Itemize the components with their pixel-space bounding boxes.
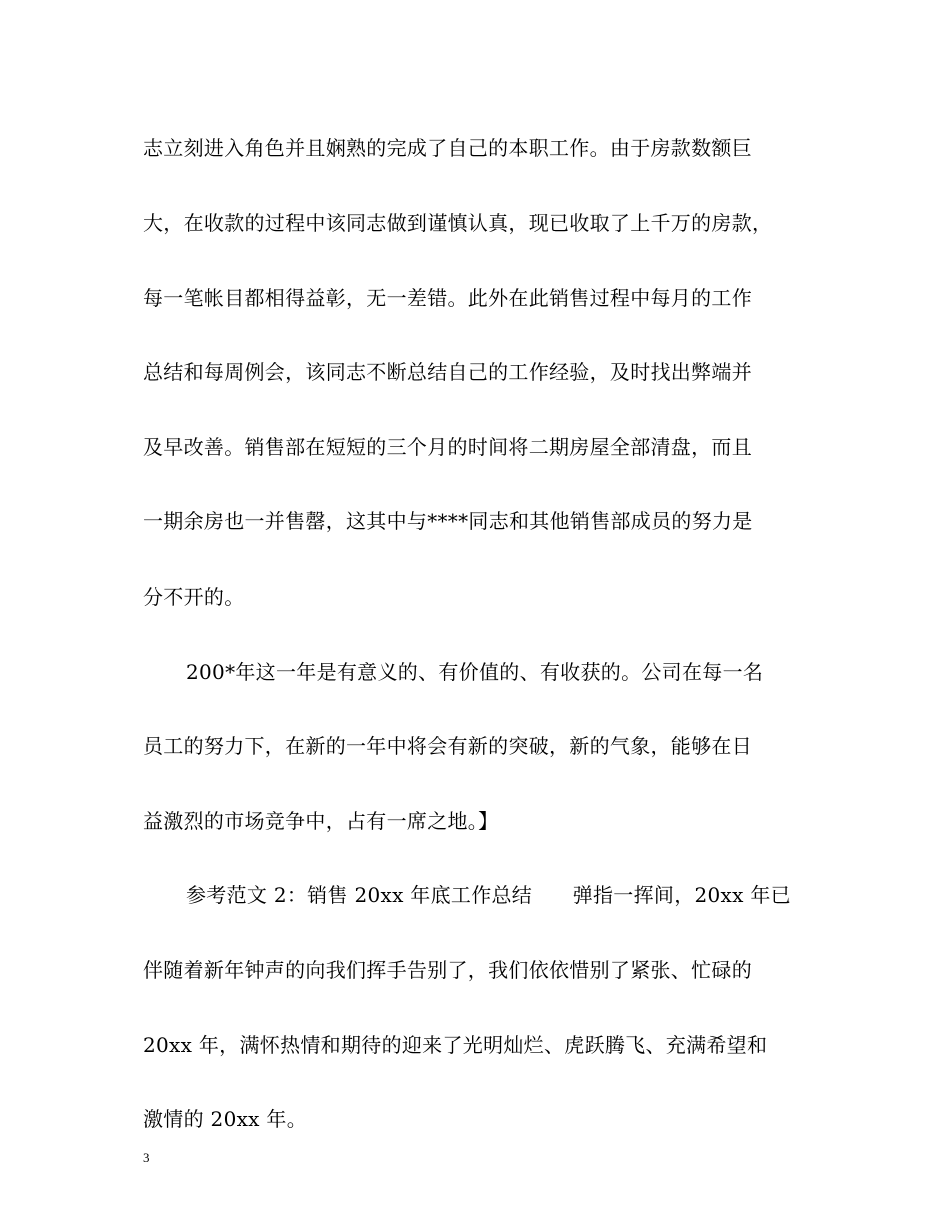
- body-text-line: 分不开的。: [143, 585, 245, 609]
- body-text-line: 大，在收款的过程中该同志做到谨慎认真，现已收取了上千万的房款，: [143, 211, 773, 235]
- body-text-line: 志立刻进入角色并且娴熟的完成了自己的本职工作。由于房款数额巨: [143, 136, 752, 160]
- body-text-line: 益激烈的市场竞争中，占有一席之地。】: [143, 809, 499, 833]
- body-text-line: 20xx 年，满怀热情和期待的迎来了光明灿烂、虎跃腾飞、充满希望和: [143, 1033, 768, 1057]
- body-text-line: 一期余房也一并售罄，这其中与****同志和其他销售部成员的努力是: [143, 509, 753, 533]
- body-text-line: 伴随着新年钟声的向我们挥手告别了，我们依依惜别了紧张、忙碌的: [143, 958, 752, 982]
- page-number: 3: [143, 1150, 150, 1165]
- paragraph-first-line: 200*年这一年是有意义的、有价值的、有收获的。公司在每一名: [186, 660, 764, 684]
- body-text-line: 总结和每周例会，该同志不断总结自己的工作经验，及时找出弊端并: [143, 360, 752, 384]
- body-text-line: 员工的努力下，在新的一年中将会有新的突破，新的气象，能够在日: [143, 734, 752, 758]
- body-text-line: 激情的 20xx 年。: [143, 1107, 308, 1131]
- body-text-line: 及早改善。销售部在短短的三个月的时间将二期房屋全部清盘，而且: [143, 435, 752, 459]
- paragraph-first-line: 参考范文 2：销售 20xx 年底工作总结 弹指一挥间，20xx 年已: [186, 883, 791, 907]
- body-text-line: 每一笔帐目都相得益彰，无一差错。此外在此销售过程中每月的工作: [143, 286, 752, 310]
